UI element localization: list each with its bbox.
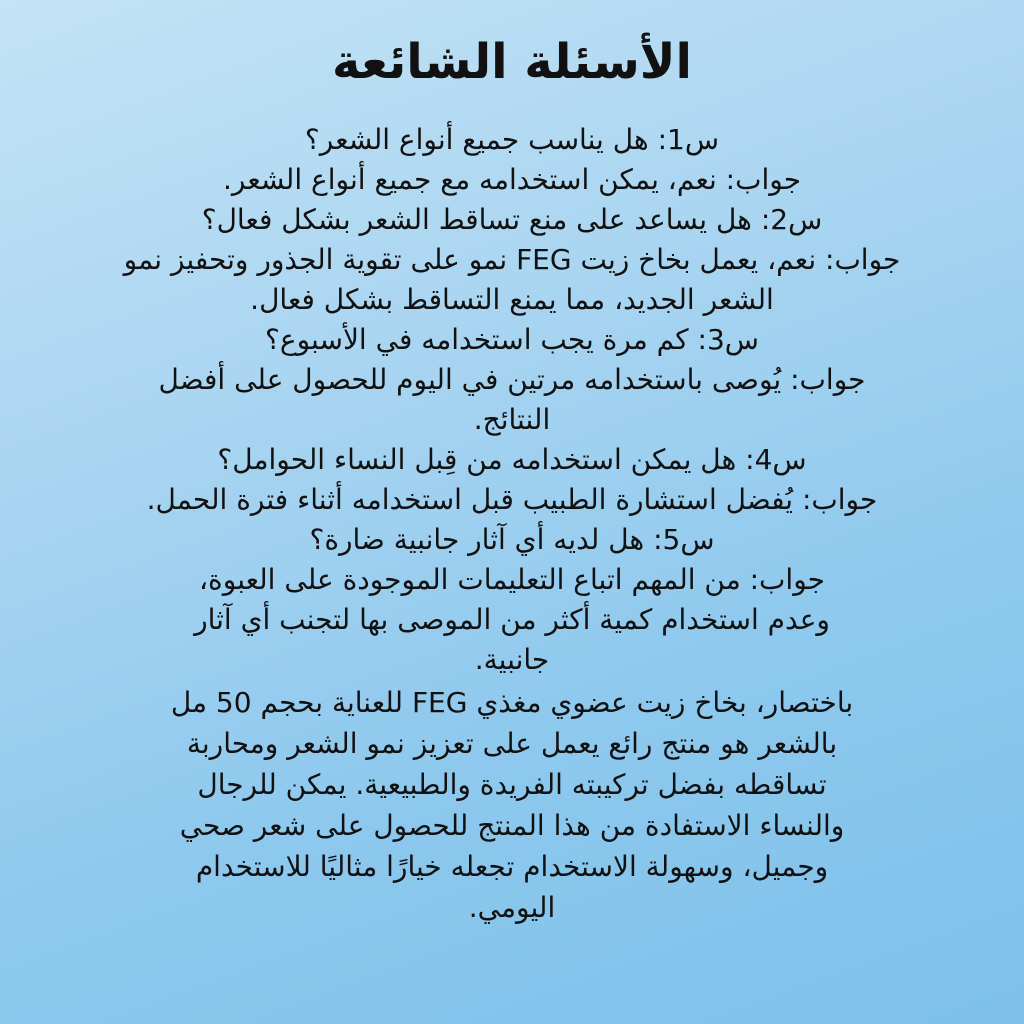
faq-answer: جواب: من المهم اتباع التعليمات الموجودة على العبوة،	[199, 563, 825, 596]
faq-question: س2: هل يساعد على منع تساقط الشعر بشكل فعال؟	[201, 203, 823, 236]
summary-line: والنساء الاستفادة من هذا المنتج للحصول على شعر صحي	[179, 809, 845, 842]
faq-answer: الشعر الجديد، مما يمنع التساقط بشكل فعال.	[250, 283, 774, 316]
faq-item-5	[62, 520, 962, 680]
faq-question: س3: كم مرة يجب استخدامه في الأسبوع؟	[265, 323, 759, 356]
faq-answer: النتائج.	[473, 403, 551, 436]
faq-answer: جواب: نعم، يمكن استخدامه مع جميع أنواع الشعر.	[222, 163, 802, 196]
summary-line: باختصار، بخاخ زيت عضوي مغذي FEG للعناية بحجم 50 مل	[170, 686, 854, 719]
faq-answer: جواب: يُفضل استشارة الطبيب قبل استخدامه أثناء فترة الحمل.	[146, 483, 878, 516]
summary-line: اليومي.	[468, 891, 556, 924]
summary-paragraph	[62, 682, 962, 928]
faq-list	[62, 120, 962, 680]
faq-question: س4: هل يمكن استخدامه من قِبل النساء الحوامل؟	[217, 443, 807, 476]
faq-item-3	[62, 320, 962, 440]
faq-item-1	[62, 120, 962, 200]
faq-answer: جواب: نعم، يعمل بخاخ زيت FEG نمو على تقوية الجذور وتحفيز نمو	[123, 243, 901, 276]
summary-line: تساقطه بفضل تركيبته الفريدة والطبيعية. يمكن للرجال	[197, 768, 827, 801]
page-title: الأسئلة الشائعة	[332, 34, 692, 90]
faq-question: س5: هل لديه أي آثار جانبية ضارة؟	[309, 523, 715, 556]
faq-answer: وعدم استخدام كمية أكثر من الموصى بها لتجنب أي آثار	[194, 603, 830, 636]
faq-answer: جواب: يُوصى باستخدامه مرتين في اليوم للحصول على أفضل	[158, 363, 866, 396]
faq-item-4	[62, 440, 962, 520]
faq-question: س1: هل يناسب جميع أنواع الشعر؟	[304, 123, 720, 156]
summary-line: وجميل، وسهولة الاستخدام تجعله خيارًا مثاليًا للاستخدام	[195, 850, 829, 883]
summary-line: بالشعر هو منتج رائع يعمل على تعزيز نمو الشعر ومحاربة	[186, 727, 838, 760]
faq-item-2	[62, 200, 962, 320]
faq-answer: جانبية.	[474, 643, 550, 676]
